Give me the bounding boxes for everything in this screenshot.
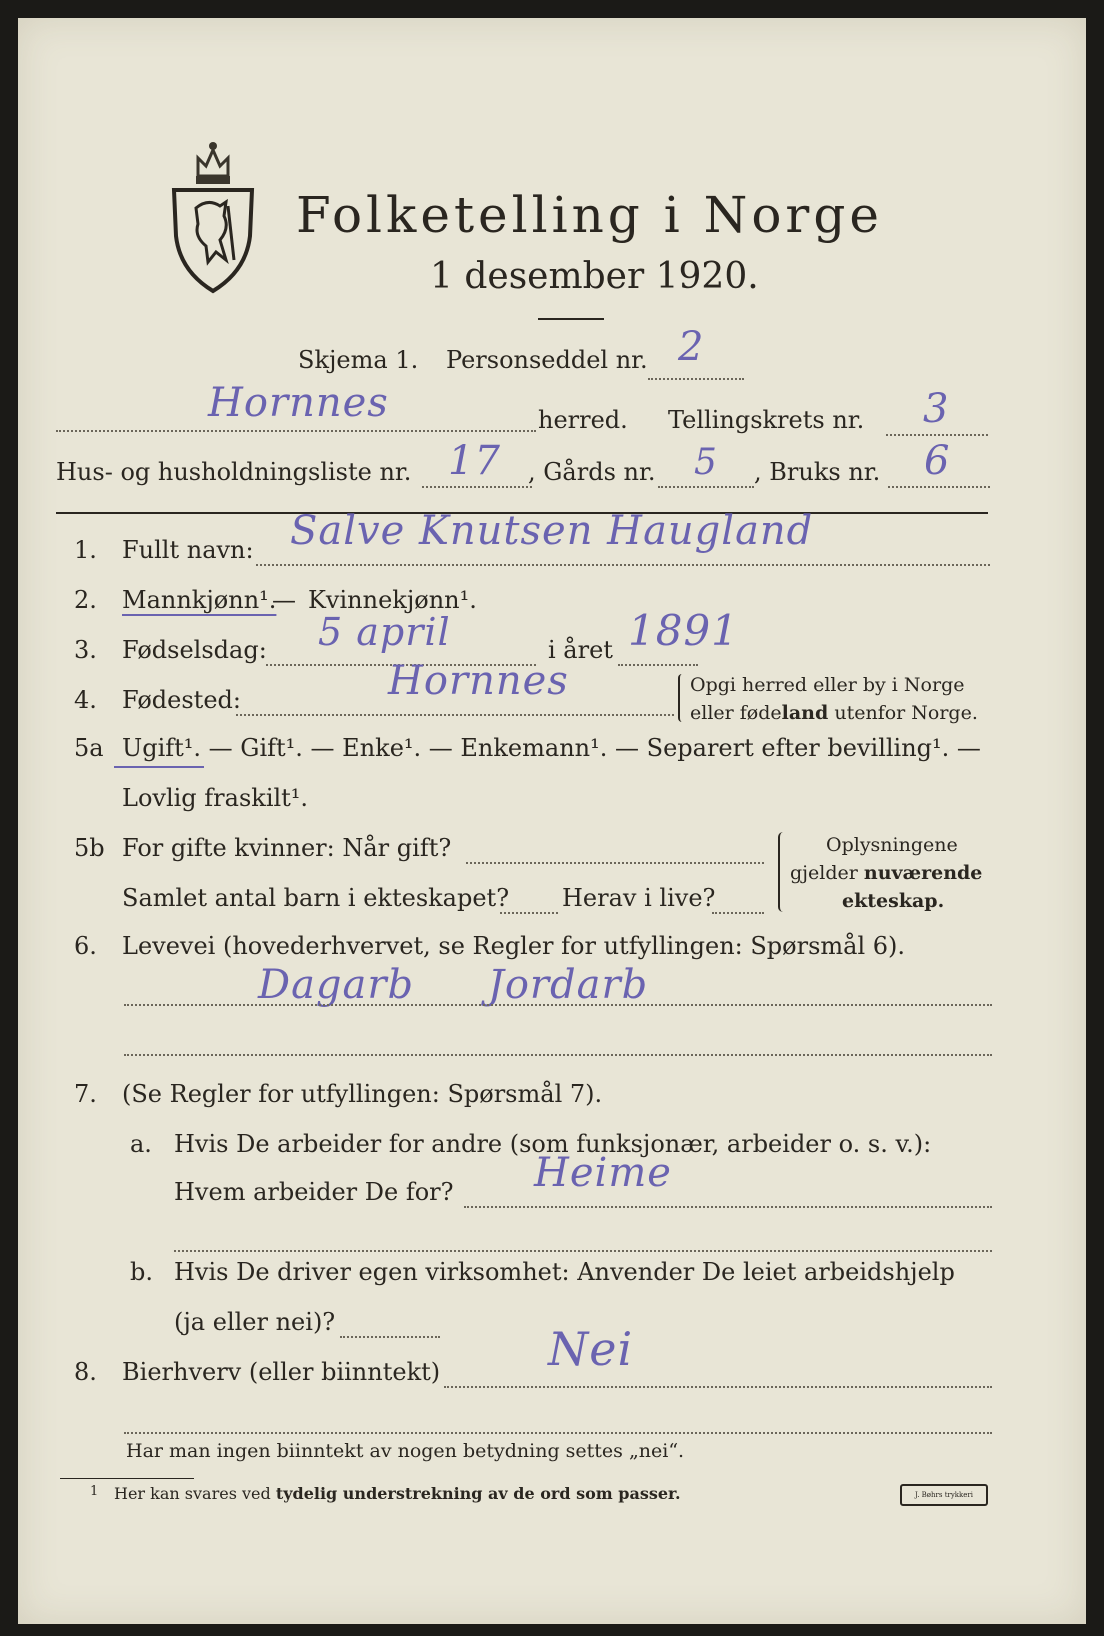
q5b-children-label: Samlet antal barn i ekteskapet? <box>122 884 510 912</box>
female-option: Kvinnekjønn¹. <box>308 586 477 614</box>
q5b-note-line1: Oplysningene <box>826 834 958 856</box>
biinntekt-note: Har man ingen biinntekt av nogen betydning settes „nei“. <box>126 1440 685 1462</box>
husliste-label: Hus- og husholdningsliste nr. <box>56 458 412 486</box>
form-date: 1 desember 1920. <box>430 256 759 297</box>
q7b-line1: Hvis De driver egen virksomhet: Anvender De leiet arbeidshjelp <box>174 1258 955 1286</box>
bruks-value: 6 <box>924 438 951 484</box>
footnote-text: Her kan svares ved tydelig understrekning av de ord som passer. <box>114 1484 681 1503</box>
herred-label: herred. <box>538 406 628 434</box>
printer-stamp: J. Bøhrs trykkeri <box>900 1484 988 1506</box>
herred-value: Hornnes <box>208 380 389 426</box>
q8-label: Bierhverv (eller biinntekt) <box>122 1358 441 1386</box>
personseddel-label: Personseddel nr. <box>446 346 648 374</box>
q7b-letter: b. <box>130 1258 153 1286</box>
q7b-line2: (ja eller nei)? <box>174 1308 336 1336</box>
q1-number: 1. <box>74 536 97 564</box>
occupation-value: Dagarb Jordarb <box>258 962 649 1008</box>
employer-value: Heime <box>534 1150 672 1196</box>
gards-label: , Gårds nr. <box>528 458 656 486</box>
q5b-note-line2: gjelder nuværende <box>790 862 983 884</box>
q5a-number: 5a <box>74 734 104 762</box>
q3-year-label: i året <box>548 636 613 664</box>
bruks-label: , Bruks nr. <box>754 458 881 486</box>
q3-label: Fødselsdag: <box>122 636 267 664</box>
title-divider <box>538 318 604 320</box>
birthplace-value: Hornnes <box>388 658 569 704</box>
male-option: Mannkjønn¹. <box>122 586 277 614</box>
footnote-divider <box>60 1478 194 1479</box>
q7a-employer-label: Hvem arbeider De for? <box>174 1178 454 1206</box>
q7-label: (Se Regler for utfyllingen: Spørsmål 7). <box>122 1080 603 1108</box>
q7-number: 7. <box>74 1080 97 1108</box>
q6-label: Levevei (hovederhvervet, se Regler for utfyllingen: Spørsmål 6). <box>122 932 906 960</box>
tellingskrets-value: 3 <box>923 386 950 432</box>
skjema-label: Skjema 1. <box>298 346 419 374</box>
secondary-income-value: Nei <box>548 1322 634 1376</box>
footnote-mark: 1 <box>90 1484 99 1499</box>
census-form-page <box>18 18 1086 1624</box>
q5b-number: 5b <box>74 834 105 862</box>
q4-number: 4. <box>74 686 97 714</box>
husliste-value: 17 <box>448 438 501 484</box>
q4-note-line1: Opgi herred eller by i Norge <box>690 674 965 696</box>
marital-status-line2: Lovlig fraskilt¹. <box>122 784 309 812</box>
birth-year-value: 1891 <box>628 606 739 655</box>
q3-number: 3. <box>74 636 97 664</box>
tellingskrets-label: Tellingskrets nr. <box>668 406 865 434</box>
q5b-note-line3: ekteskap. <box>842 890 945 912</box>
q4-note-line2: eller fødeland utenfor Norge. <box>690 702 978 724</box>
q2-separator: — <box>272 586 296 614</box>
coat-of-arms-icon <box>168 136 258 294</box>
personseddel-value: 2 <box>678 324 705 370</box>
gards-value: 5 <box>694 442 718 483</box>
birthdate-value: 5 april <box>318 610 451 654</box>
q5b-alive-label: Herav i live? <box>562 884 716 912</box>
q6-number: 6. <box>74 932 97 960</box>
q7a-line1: Hvis De arbeider for andre (som funksjonær, arbeider o. s. v.): <box>174 1130 932 1158</box>
full-name-value: Salve Knutsen Haugland <box>290 508 814 554</box>
q2-number: 2. <box>74 586 97 614</box>
q1-label: Fullt navn: <box>122 536 254 564</box>
q7a-letter: a. <box>130 1130 152 1158</box>
form-title: Folketelling i Norge <box>296 186 883 244</box>
marital-status-options: Ugift¹. — Gift¹. — Enke¹. — Enkemann¹. — Separert efter bevilling¹. — <box>122 734 981 762</box>
q4-label: Fødested: <box>122 686 241 714</box>
ugift-underline <box>114 766 204 768</box>
q8-number: 8. <box>74 1358 97 1386</box>
q5b-line1: For gifte kvinner: Når gift? <box>122 834 452 862</box>
